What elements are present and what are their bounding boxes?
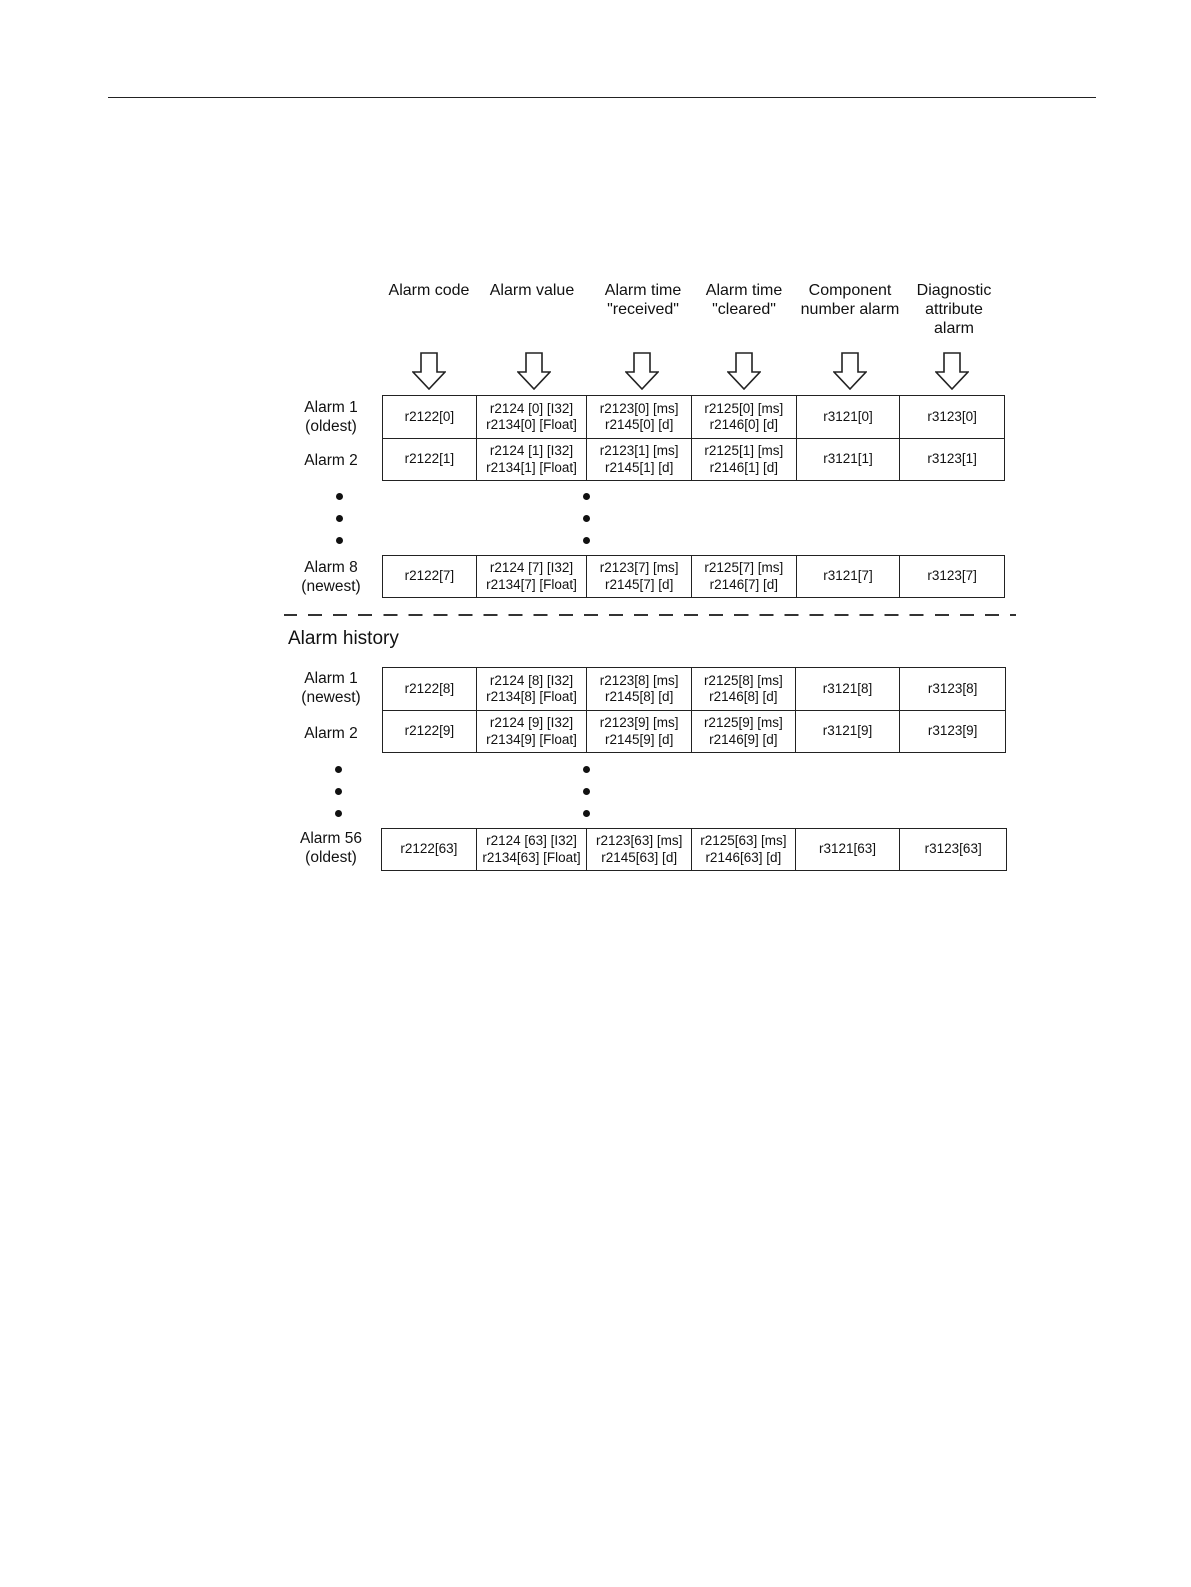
ellipsis-dot — [335, 766, 342, 773]
column-header-alarm-time-cleared: Alarm time "cleared" — [705, 282, 783, 318]
column-header-alarm-value: Alarm value — [489, 282, 575, 299]
ellipsis-dot — [583, 788, 590, 795]
table-cell: r3123[63] — [924, 841, 982, 857]
table-cell: r2122[63] — [382, 829, 477, 870]
column-header-alarm-time-received: Alarm time "received" — [604, 282, 682, 318]
ellipsis-dot — [336, 515, 343, 522]
table-cell: r2122[8] — [383, 668, 477, 710]
page-top-rule — [108, 97, 1096, 98]
table-cell: r2124 [0] [I32] r2134[0] [Float] — [477, 396, 588, 438]
ellipsis-dot — [583, 810, 590, 817]
table-cell: r3121[7] — [797, 556, 901, 597]
table-cell: r2124 [1] [I32] r2134[1] [Float] — [477, 439, 588, 480]
ellipsis-dot — [336, 493, 343, 500]
table-row — [382, 395, 1005, 438]
table-cell: r2122[1] — [383, 439, 477, 480]
table-cell: r2125[0] [ms] r2146[0] [d] — [692, 396, 797, 438]
table-cell: r3121[0] — [797, 396, 901, 438]
table-cell: r3121[1] — [797, 439, 901, 480]
section-divider — [284, 614, 1016, 616]
table-cell: r2124 [63] [I32] r2134[63] [Float] — [477, 829, 588, 870]
down-arrow-icon — [517, 352, 551, 390]
table-row — [381, 828, 1007, 871]
down-arrow-icon — [727, 352, 761, 390]
table-row — [382, 667, 1006, 710]
table-row — [382, 555, 1005, 598]
table-cell: r2125[9] [ms] r2146[9] [d] — [692, 711, 796, 752]
table-cell: r2124 [8] [I32] r2134[8] [Float] — [477, 668, 588, 710]
table-cell: r2122[9] — [383, 711, 477, 752]
table-row — [382, 438, 1005, 481]
table-row — [382, 710, 1006, 753]
table-cell: r2122[7] — [383, 556, 477, 597]
down-arrow-icon — [625, 352, 659, 390]
table-cell: r2125[8] [ms] r2146[8] [d] — [692, 668, 796, 710]
table-cell: r2123[0] [ms] r2145[0] [d] — [587, 396, 692, 438]
ellipsis-dot — [335, 810, 342, 817]
row-label-history-alarm-56: Alarm 56 (oldest) — [299, 830, 363, 866]
table-cell: r3123[1] — [927, 451, 977, 467]
ellipsis-dot — [583, 537, 590, 544]
down-arrow-icon — [412, 352, 446, 390]
ellipsis-dot — [583, 515, 590, 522]
row-label-alarm-2: Alarm 2 — [304, 452, 358, 469]
row-label-alarm-8: Alarm 8 (newest) — [301, 559, 361, 595]
table-cell: r2125[7] [ms] r2146[7] [d] — [692, 556, 797, 597]
table-cell: r3123[9] — [927, 723, 978, 739]
ellipsis-dot — [336, 537, 343, 544]
table-cell: r2124 [9] [I32] r2134[9] [Float] — [477, 711, 588, 752]
table-cell: r2123[8] [ms] r2145[8] [d] — [587, 668, 692, 710]
table-cell: r3123[7] — [927, 568, 977, 584]
column-header-component-number: Component number alarm — [800, 282, 900, 318]
table-cell: r2124 [7] [I32] r2134[7] [Float] — [477, 556, 588, 597]
ellipsis-dot — [583, 493, 590, 500]
table-cell: r3121[9] — [796, 711, 901, 752]
table-cell: r3121[8] — [796, 668, 901, 710]
column-header-diagnostic-attribute: Diagnostic attribute alarm — [916, 282, 992, 337]
table-cell: r2123[63] [ms] r2145[63] [d] — [587, 829, 692, 870]
ellipsis-dot — [583, 766, 590, 773]
table-cell: r2123[7] [ms] r2145[7] [d] — [587, 556, 692, 597]
down-arrow-icon — [833, 352, 867, 390]
row-label-alarm-1: Alarm 1 (oldest) — [304, 399, 358, 435]
table-cell: r2123[9] [ms] r2145[9] [d] — [587, 711, 692, 752]
table-cell: r2125[63] [ms] r2146[63] [d] — [692, 829, 796, 870]
row-label-history-alarm-1: Alarm 1 (newest) — [301, 670, 361, 706]
table-cell: r3123[0] — [927, 408, 977, 424]
table-cell: r2125[1] [ms] r2146[1] [d] — [692, 439, 797, 480]
down-arrow-icon — [935, 352, 969, 390]
table-cell: r3121[63] — [796, 829, 901, 870]
table-cell: r2122[0] — [383, 396, 477, 438]
ellipsis-dot — [335, 788, 342, 795]
table-cell: r3123[8] — [927, 680, 978, 696]
section-title: Alarm history — [288, 628, 399, 649]
column-header-alarm-code: Alarm code — [388, 282, 470, 299]
table-cell: r2123[1] [ms] r2145[1] [d] — [587, 439, 692, 480]
row-label-history-alarm-2: Alarm 2 — [304, 725, 358, 742]
